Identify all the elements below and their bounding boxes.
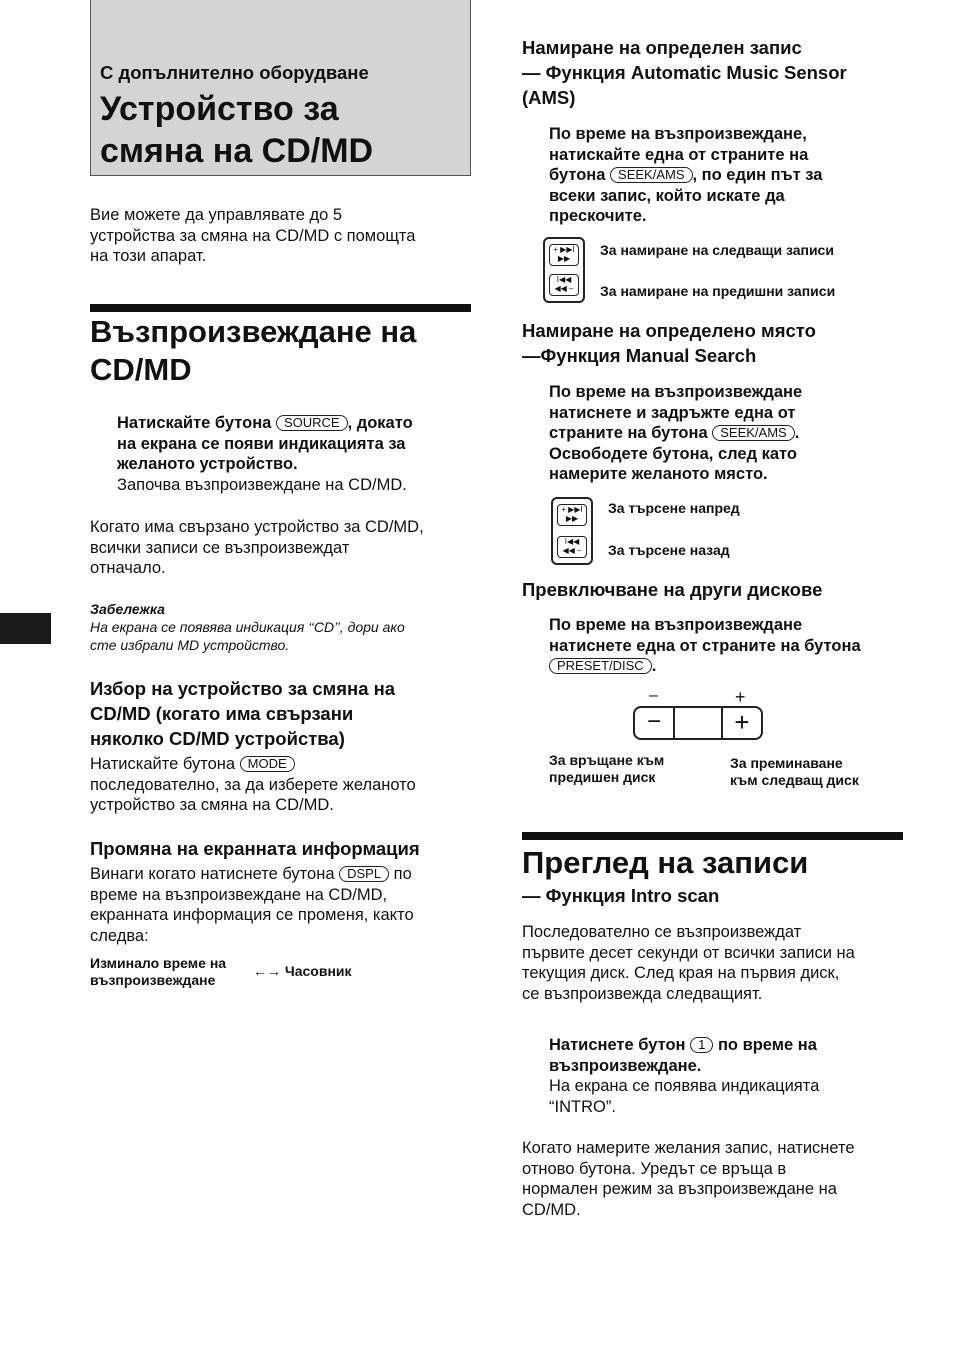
intro-scan-step: Натиснете бутон 1 по време на възпроизвеждане. На екрана се появява индикацията “INTRO”.	[549, 1036, 820, 1116]
button-1[interactable]: 1	[690, 1037, 713, 1053]
double-arrow-icon: ←→	[253, 963, 281, 979]
display-change-heading: Промяна на екранната информация	[90, 838, 420, 859]
minus-label: –	[649, 687, 658, 704]
dspl-button[interactable]: DSPL	[339, 866, 389, 882]
seek-ams-button[interactable]: SEEK/AMS	[712, 425, 794, 441]
display-cycle	[253, 963, 352, 980]
ams-prev-label: За намиране на предишни записи	[600, 283, 836, 299]
section-rule	[90, 304, 471, 312]
select-device-heading: Избор на устройство за смяна на CD/MD (когато има свързани няколко CD/MD устройства)	[90, 678, 396, 749]
ams-next-label: За намиране на следващи записи	[600, 242, 834, 258]
search-forward-label: За търсене напред	[608, 500, 740, 516]
playback-step: Натискайте бутона SOURCE , докато на екрана се появи индикацията за желаното устройство. Започва възпроизвеждане на CD/MD.	[117, 414, 413, 494]
seek-down-icon: I◀◀ ◀◀ –	[557, 536, 587, 558]
seek-up-icon: + ▶▶I ▶▶	[549, 244, 579, 266]
plus-label: +	[735, 687, 746, 707]
seek-up-icon: + ▶▶I ▶▶	[557, 504, 587, 526]
playback-heading: Възпроизвеждане на CD/MD	[90, 314, 417, 387]
preset-disc-rocker	[633, 706, 763, 740]
intro-scan-subtitle: — Функция Intro scan	[522, 885, 720, 906]
select-device-text: Натискайте бутона MODE последователно, за да изберете желаното устройство за смяна на CD/MD.	[90, 755, 416, 814]
prev-disc-label: За връщане към предишен диск	[549, 752, 665, 785]
seek-down-icon: I◀◀ ◀◀ –	[549, 274, 579, 296]
display-change-text: Винаги когато натиснете бутона DSPL по време на възпроизвеждане на CD/MD, екранната информация се променя, както следва:	[90, 865, 414, 945]
note: Забележка На екрана се появява индикация ‘‘CD’’, дори ако сте избрали MD устройство.	[90, 601, 405, 653]
manual-search-text: По време на възпроизвеждане натиснете и задръжте една от страните на бутона SEEK/AMS . Освободете бутона, след като намерите желаното място.	[549, 383, 803, 483]
intro-scan-heading: Преглед на записи	[522, 845, 809, 880]
section-rule	[522, 832, 903, 840]
ams-heading: Намиране на определен запис — Функция Automatic Music Sensor (AMS)	[522, 37, 847, 108]
next-disc-label: За преминаване към следващ диск	[730, 755, 859, 788]
seek-rocker-icon	[543, 237, 585, 303]
manual-search-heading: Намиране на определено място —Функция Manual Search	[522, 320, 816, 366]
seek-ams-button[interactable]: SEEK/AMS	[610, 167, 692, 183]
disc-plus-icon: +	[721, 708, 761, 738]
source-button[interactable]: SOURCE	[276, 415, 348, 431]
seek-rocker-icon	[551, 497, 593, 565]
intro-scan-paragraph: Последователно се възпроизвеждат първите десет секунди от всички записи на текущия диск. След края на първия диск, се възпроизвежда следващият.	[522, 923, 855, 1003]
mode-button[interactable]: MODE	[240, 756, 295, 772]
search-backward-label: За търсене назад	[608, 542, 730, 558]
page-title: Устройство за смяна на CD/MD	[100, 90, 374, 170]
intro-text: Вие можете да управлявате до 5 устройства за смяна на CD/MD с помощта на този апарат.	[90, 206, 416, 265]
clock-label: Часовник	[284, 963, 352, 979]
preset-disc-button[interactable]: PRESET/DISC	[549, 658, 652, 674]
ams-text: По време на възпроизвеждане, натискайте една от страните на бутона SEEK/AMS , по един път за всеки запис, който искате да прескочите.	[549, 125, 823, 225]
other-discs-heading: Превключване на други дискове	[522, 579, 823, 600]
section-label: С допълнително оборудване	[100, 62, 369, 83]
playback-paragraph: Когато има свързано устройство за CD/MD, всички записи се възпроизвеждат отначало.	[90, 518, 424, 577]
intro-scan-paragraph-2: Когато намерите желания запис, натиснете отново бутона. Уредът се връща в нормален режим за възпроизвеждане на CD/MD.	[522, 1139, 855, 1219]
other-discs-text: По време на възпроизвеждане натиснете една от страните на бутона PRESET/DISC .	[549, 616, 861, 675]
disc-minus-icon: −	[635, 708, 675, 738]
elapsed-time-label: Изминало време на възпроизвеждане	[90, 955, 227, 988]
page-edge-tab	[0, 613, 51, 644]
